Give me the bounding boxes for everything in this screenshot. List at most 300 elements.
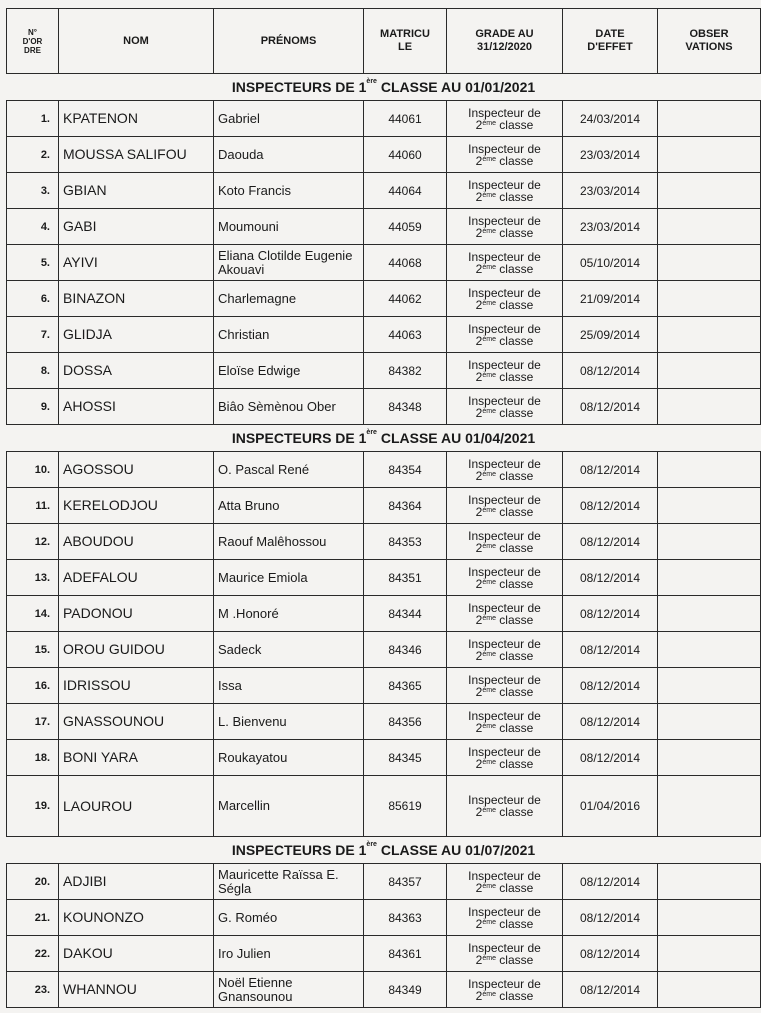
grade-superscript: ème	[482, 335, 496, 343]
row-nom: GABI	[59, 209, 214, 245]
row-observations	[658, 452, 761, 488]
row-prenoms: G. Roméo	[214, 900, 364, 936]
row-nom: ABOUDOU	[59, 524, 214, 560]
grade-superscript: ème	[482, 614, 496, 622]
grade-superscript: ème	[482, 686, 496, 694]
grade-superscript: ème	[482, 807, 496, 814]
row-observations	[658, 524, 761, 560]
row-nom: KPATENON	[59, 101, 214, 137]
row-date-effet: 23/03/2014	[563, 173, 658, 209]
row-prenoms: Raouf Malêhossou	[214, 524, 364, 560]
grade-number: 2	[475, 576, 483, 591]
row-number: 4.	[7, 209, 59, 245]
row-matricule: 84354	[364, 452, 447, 488]
grade-line1: Inspecteur de	[468, 976, 541, 991]
row-date-effet: 08/12/2014	[563, 524, 658, 560]
row-nom: AHOSSI	[59, 389, 214, 425]
grade-number: 2	[475, 297, 483, 312]
row-grade	[447, 900, 563, 936]
row-grade	[447, 209, 563, 245]
row-grade	[447, 524, 563, 560]
section-title	[7, 74, 761, 101]
table-row	[7, 524, 761, 560]
row-number: 3.	[7, 173, 59, 209]
row-number: 21.	[7, 900, 59, 936]
row-observations	[658, 209, 761, 245]
row-date-effet: 08/12/2014	[563, 668, 658, 704]
table-row	[7, 560, 761, 596]
grade-line1: Inspecteur de	[468, 456, 541, 471]
row-matricule: 85619	[364, 776, 447, 837]
row-date-effet: 08/12/2014	[563, 596, 658, 632]
row-matricule: 84365	[364, 668, 447, 704]
grade-line2	[451, 227, 558, 239]
grade-line2	[451, 954, 558, 966]
row-number: 8.	[7, 353, 59, 389]
row-number: 1.	[7, 101, 59, 137]
row-matricule: 84345	[364, 740, 447, 776]
section-title	[7, 425, 761, 452]
grade-suffix: classe	[495, 684, 534, 699]
grade-superscript: ème	[482, 578, 496, 586]
row-date-effet: 05/10/2014	[563, 245, 658, 281]
grade-superscript: ème	[482, 542, 496, 550]
grade-suffix: classe	[495, 153, 534, 168]
table-row	[7, 101, 761, 137]
grade-line2	[451, 722, 558, 734]
row-prenoms: Marcellin	[214, 776, 364, 837]
grade-line2	[451, 758, 558, 770]
row-number: 9.	[7, 389, 59, 425]
row-grade	[447, 864, 563, 900]
grade-superscript: ème	[482, 299, 496, 307]
row-matricule: 84363	[364, 900, 447, 936]
row-number: 19.	[7, 776, 59, 837]
row-nom: KERELODJOU	[59, 488, 214, 524]
row-observations	[658, 281, 761, 317]
row-matricule: 44059	[364, 209, 447, 245]
table-row	[7, 389, 761, 425]
table-row	[7, 317, 761, 353]
grade-line1: Inspecteur de	[468, 321, 541, 336]
grade-number: 2	[475, 468, 483, 483]
row-prenoms: Noël Etienne Gnansounou	[214, 972, 364, 1008]
grade-suffix: classe	[495, 648, 534, 663]
row-observations	[658, 353, 761, 389]
row-prenoms: M .Honoré	[214, 596, 364, 632]
row-number: 12.	[7, 524, 59, 560]
row-matricule: 84348	[364, 389, 447, 425]
grade-superscript: ème	[482, 119, 496, 127]
row-nom: LAOUROU	[59, 776, 214, 837]
row-date-effet: 08/12/2014	[563, 632, 658, 668]
row-matricule: 44062	[364, 281, 447, 317]
row-date-effet: 08/12/2014	[563, 704, 658, 740]
row-matricule: 84382	[364, 353, 447, 389]
grade-line2	[451, 470, 558, 482]
grade-line1: Inspecteur de	[468, 744, 541, 759]
table-row	[7, 776, 761, 837]
grade-number: 2	[475, 117, 483, 132]
row-prenoms: Mauricette Raïssa E. Ségla	[214, 864, 364, 900]
row-grade	[447, 560, 563, 596]
row-date-effet: 08/12/2014	[563, 864, 658, 900]
grade-suffix: classe	[495, 880, 534, 895]
table-row	[7, 972, 761, 1008]
row-prenoms: Eliana Clotilde Eugenie Akouavi	[214, 245, 364, 281]
grade-line1: Inspecteur de	[468, 249, 541, 264]
row-prenoms: Issa	[214, 668, 364, 704]
grade-suffix: classe	[495, 576, 534, 591]
row-grade	[447, 281, 563, 317]
grade-superscript: ème	[482, 990, 496, 998]
grade-line2	[451, 686, 558, 698]
header-nom: NOM	[59, 9, 214, 74]
row-grade	[447, 936, 563, 972]
row-grade	[447, 101, 563, 137]
row-observations	[658, 704, 761, 740]
row-matricule: 84351	[364, 560, 447, 596]
grade-line1: Inspecteur de	[468, 141, 541, 156]
row-date-effet: 08/12/2014	[563, 560, 658, 596]
grade-number: 2	[475, 225, 483, 240]
grade-suffix: classe	[495, 756, 534, 771]
row-matricule: 44064	[364, 173, 447, 209]
grade-line2	[451, 542, 558, 554]
grade-superscript: ème	[482, 470, 496, 478]
row-grade	[447, 740, 563, 776]
row-grade	[447, 245, 563, 281]
row-number: 2.	[7, 137, 59, 173]
grade-number: 2	[475, 952, 483, 967]
grade-line1: Inspecteur de	[468, 564, 541, 579]
grade-suffix: classe	[495, 261, 534, 276]
row-nom: ADJIBI	[59, 864, 214, 900]
grade-line1: Inspecteur de	[468, 940, 541, 955]
grade-superscript: ème	[482, 918, 496, 926]
header-prenoms: PRÉNOMS	[214, 9, 364, 74]
grade-number: 2	[475, 916, 483, 931]
table-row	[7, 173, 761, 209]
grade-suffix: classe	[495, 916, 534, 931]
row-grade	[447, 972, 563, 1008]
grade-line1: Inspecteur de	[468, 600, 541, 615]
row-matricule: 84364	[364, 488, 447, 524]
grade-number: 2	[475, 880, 483, 895]
grade-line2	[451, 155, 558, 167]
row-nom: DAKOU	[59, 936, 214, 972]
row-date-effet: 24/03/2014	[563, 101, 658, 137]
grade-superscript: ème	[482, 191, 496, 199]
grade-superscript: ème	[482, 155, 496, 163]
grade-line2	[451, 650, 558, 662]
row-nom: IDRISSOU	[59, 668, 214, 704]
grade-line2	[451, 335, 558, 347]
table-row	[7, 668, 761, 704]
row-number: 15.	[7, 632, 59, 668]
row-prenoms: Christian	[214, 317, 364, 353]
grade-suffix: classe	[495, 988, 534, 1003]
table-row	[7, 488, 761, 524]
header-matricule: MATRICU LE	[364, 9, 447, 74]
header-num: N° D'OR DRE	[7, 9, 59, 74]
table-row	[7, 936, 761, 972]
row-date-effet: 08/12/2014	[563, 936, 658, 972]
row-observations	[658, 632, 761, 668]
grade-line1: Inspecteur de	[468, 528, 541, 543]
grade-line1: Inspecteur de	[468, 492, 541, 507]
row-observations	[658, 245, 761, 281]
row-matricule: 84353	[364, 524, 447, 560]
grade-number: 2	[475, 504, 483, 519]
grade-line1: Inspecteur de	[468, 357, 541, 372]
row-grade	[447, 776, 563, 837]
grade-number: 2	[475, 684, 483, 699]
grade-number: 2	[475, 648, 483, 663]
row-number: 13.	[7, 560, 59, 596]
table-row	[7, 864, 761, 900]
row-prenoms: Roukayatou	[214, 740, 364, 776]
row-observations	[658, 560, 761, 596]
grade-line1: Inspecteur de	[468, 636, 541, 651]
row-matricule: 84349	[364, 972, 447, 1008]
grade-line2	[451, 191, 558, 203]
grade-superscript: ème	[482, 407, 496, 415]
row-grade	[447, 596, 563, 632]
grade-line1: Inspecteur de	[468, 904, 541, 919]
grade-number: 2	[475, 405, 483, 420]
row-matricule: 44063	[364, 317, 447, 353]
row-number: 10.	[7, 452, 59, 488]
grade-line2	[451, 918, 558, 930]
table-row	[7, 740, 761, 776]
row-matricule: 44061	[364, 101, 447, 137]
section-title-superscript: ère	[366, 841, 377, 848]
grade-number: 2	[475, 756, 483, 771]
grade-number: 2	[475, 189, 483, 204]
row-observations	[658, 972, 761, 1008]
row-grade	[447, 173, 563, 209]
row-nom: BONI YARA	[59, 740, 214, 776]
grade-line1: Inspecteur de	[468, 393, 541, 408]
header-date: DATE D'EFFET	[563, 9, 658, 74]
section-header-row	[7, 425, 761, 452]
row-nom: AGOSSOU	[59, 452, 214, 488]
row-number: 16.	[7, 668, 59, 704]
row-prenoms: O. Pascal René	[214, 452, 364, 488]
row-date-effet: 08/12/2014	[563, 972, 658, 1008]
grade-number: 2	[475, 153, 483, 168]
grade-suffix: classe	[495, 189, 534, 204]
grade-suffix: classe	[495, 805, 534, 819]
section-title-text: INSPECTEURS DE 1	[231, 79, 367, 95]
row-number: 11.	[7, 488, 59, 524]
section-title-date: CLASSE AU 01/04/2021	[376, 430, 536, 446]
row-matricule: 44068	[364, 245, 447, 281]
row-number: 14.	[7, 596, 59, 632]
row-grade	[447, 452, 563, 488]
row-grade	[447, 632, 563, 668]
row-prenoms: Maurice Emiola	[214, 560, 364, 596]
row-prenoms: Charlemagne	[214, 281, 364, 317]
grade-line2	[451, 806, 558, 818]
grade-suffix: classe	[495, 225, 534, 240]
row-prenoms: Gabriel	[214, 101, 364, 137]
grade-line1: Inspecteur de	[468, 672, 541, 687]
grade-number: 2	[475, 261, 483, 276]
grade-superscript: ème	[482, 227, 496, 235]
table-row	[7, 209, 761, 245]
grade-suffix: classe	[495, 540, 534, 555]
row-nom: GBIAN	[59, 173, 214, 209]
grade-suffix: classe	[495, 369, 534, 384]
row-matricule: 84346	[364, 632, 447, 668]
section-title-date: CLASSE AU 01/07/2021	[376, 842, 536, 858]
row-observations	[658, 173, 761, 209]
grade-superscript: ème	[482, 371, 496, 379]
section-title	[7, 837, 761, 864]
row-nom: DOSSA	[59, 353, 214, 389]
row-number: 20.	[7, 864, 59, 900]
row-matricule: 84356	[364, 704, 447, 740]
grade-suffix: classe	[495, 117, 534, 132]
row-observations	[658, 488, 761, 524]
grade-line1: Inspecteur de	[468, 793, 541, 807]
row-observations	[658, 776, 761, 837]
row-date-effet: 08/12/2014	[563, 452, 658, 488]
table-row	[7, 137, 761, 173]
row-date-effet: 08/12/2014	[563, 389, 658, 425]
row-matricule: 44060	[364, 137, 447, 173]
grade-suffix: classe	[495, 405, 534, 420]
table-body	[7, 74, 761, 1008]
row-nom: AYIVI	[59, 245, 214, 281]
grade-number: 2	[475, 720, 483, 735]
table-row	[7, 596, 761, 632]
table-row	[7, 900, 761, 936]
grade-line2	[451, 882, 558, 894]
grade-number: 2	[475, 612, 483, 627]
row-nom: MOUSSA SALIFOU	[59, 137, 214, 173]
row-prenoms: Iro Julien	[214, 936, 364, 972]
row-observations	[658, 900, 761, 936]
row-matricule: 84344	[364, 596, 447, 632]
row-observations	[658, 864, 761, 900]
row-prenoms: Koto Francis	[214, 173, 364, 209]
grade-superscript: ème	[482, 722, 496, 730]
grade-suffix: classe	[495, 952, 534, 967]
grade-line2	[451, 614, 558, 626]
row-observations	[658, 740, 761, 776]
grade-line2	[451, 263, 558, 275]
row-date-effet: 08/12/2014	[563, 488, 658, 524]
grade-line2	[451, 578, 558, 590]
row-matricule: 84357	[364, 864, 447, 900]
row-prenoms: Sadeck	[214, 632, 364, 668]
grade-suffix: classe	[495, 720, 534, 735]
row-number: 5.	[7, 245, 59, 281]
section-title-text: INSPECTEURS DE 1	[231, 430, 367, 446]
row-prenoms: Moumouni	[214, 209, 364, 245]
grade-superscript: ème	[482, 650, 496, 658]
row-observations	[658, 668, 761, 704]
table-row	[7, 704, 761, 740]
row-date-effet: 25/09/2014	[563, 317, 658, 353]
section-header-row	[7, 74, 761, 101]
grade-superscript: ème	[482, 882, 496, 890]
row-number: 7.	[7, 317, 59, 353]
row-nom: PADONOU	[59, 596, 214, 632]
row-nom: WHANNOU	[59, 972, 214, 1008]
row-nom: KOUNONZO	[59, 900, 214, 936]
grade-superscript: ème	[482, 506, 496, 514]
header-row	[7, 9, 761, 74]
grade-superscript: ème	[482, 263, 496, 271]
row-nom: GNASSOUNOU	[59, 704, 214, 740]
grade-number: 2	[475, 333, 483, 348]
row-nom: OROU GUIDOU	[59, 632, 214, 668]
grade-number: 2	[475, 805, 483, 819]
section-title-date: CLASSE AU 01/01/2021	[376, 79, 536, 95]
row-nom: GLIDJA	[59, 317, 214, 353]
grade-line2	[451, 407, 558, 419]
grade-superscript: ème	[482, 954, 496, 962]
section-header-row	[7, 837, 761, 864]
grade-number: 2	[475, 988, 483, 1003]
row-date-effet: 08/12/2014	[563, 353, 658, 389]
row-number: 18.	[7, 740, 59, 776]
row-date-effet: 23/03/2014	[563, 137, 658, 173]
row-grade	[447, 353, 563, 389]
grade-line1: Inspecteur de	[468, 213, 541, 228]
row-prenoms: Daouda	[214, 137, 364, 173]
grade-line1: Inspecteur de	[468, 708, 541, 723]
row-number: 6.	[7, 281, 59, 317]
grade-number: 2	[475, 369, 483, 384]
row-number: 17.	[7, 704, 59, 740]
grade-superscript: ème	[482, 758, 496, 766]
row-number: 23.	[7, 972, 59, 1008]
grade-line2	[451, 506, 558, 518]
table-row	[7, 281, 761, 317]
grade-line1: Inspecteur de	[468, 105, 541, 120]
row-grade	[447, 389, 563, 425]
table-row	[7, 452, 761, 488]
row-observations	[658, 101, 761, 137]
row-nom: ADEFALOU	[59, 560, 214, 596]
section-title-superscript: ère	[366, 78, 377, 85]
header-grade: GRADE AU 31/12/2020	[447, 9, 563, 74]
grade-suffix: classe	[495, 333, 534, 348]
row-date-effet: 01/04/2016	[563, 776, 658, 837]
row-grade	[447, 668, 563, 704]
grade-line2	[451, 119, 558, 131]
grade-suffix: classe	[495, 612, 534, 627]
personnel-table	[6, 8, 761, 1008]
row-observations	[658, 317, 761, 353]
section-title-superscript: ère	[366, 429, 377, 436]
grade-line2	[451, 990, 558, 1002]
grade-suffix: classe	[495, 468, 534, 483]
grade-suffix: classe	[495, 504, 534, 519]
row-grade	[447, 488, 563, 524]
row-grade	[447, 704, 563, 740]
row-prenoms: L. Bienvenu	[214, 704, 364, 740]
row-nom: BINAZON	[59, 281, 214, 317]
row-date-effet: 08/12/2014	[563, 740, 658, 776]
row-date-effet: 08/12/2014	[563, 900, 658, 936]
row-grade	[447, 317, 563, 353]
